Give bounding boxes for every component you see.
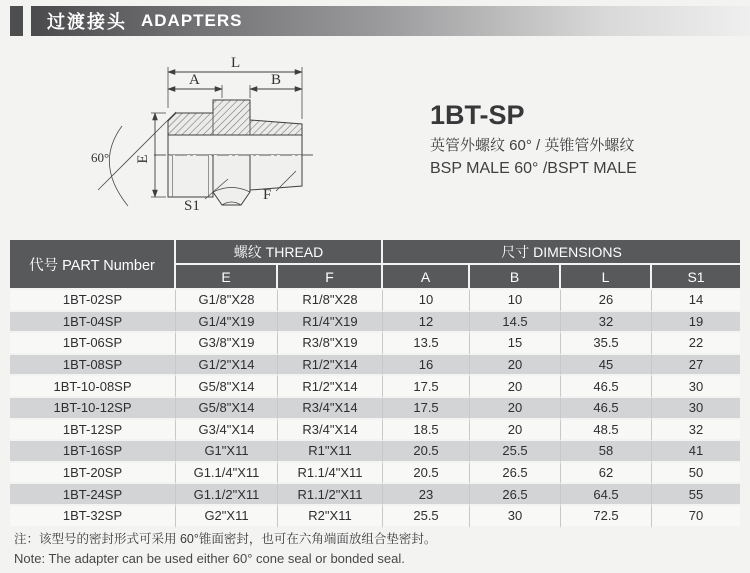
table-row [10, 312, 740, 334]
part-number-cell: 1BT-10-12SP [10, 398, 176, 420]
value-cell: 26.5 [470, 463, 561, 485]
value-cell: 14.5 [470, 312, 561, 334]
value-cell: 15 [470, 333, 561, 355]
value-cell: R1.1/2"X11 [278, 484, 383, 506]
section-header-bar [31, 6, 750, 36]
adapter-drawing-svg [48, 42, 393, 237]
value-cell: 72.5 [561, 506, 652, 528]
value-cell: 14 [652, 290, 740, 312]
part-number-cell: 1BT-06SP [10, 333, 176, 355]
table-row [10, 420, 740, 442]
hex-nut-lower [213, 155, 250, 205]
value-cell: 25.5 [470, 441, 561, 463]
value-cell: 70 [652, 506, 740, 528]
col-header-F: F [278, 265, 383, 290]
value-cell: 17.5 [383, 376, 470, 398]
value-cell: G1/2"X14 [176, 355, 278, 377]
value-cell: 62 [561, 463, 652, 485]
table-row [10, 398, 740, 420]
value-cell: 50 [652, 463, 740, 485]
value-cell: R1/2"X14 [278, 376, 383, 398]
value-cell: 25.5 [383, 506, 470, 528]
value-cell: R1/8"X28 [278, 290, 383, 312]
part-number-cell: 1BT-10-08SP [10, 376, 176, 398]
value-cell: G2"X11 [176, 506, 278, 528]
dim-label-A: A [189, 72, 200, 88]
value-cell: 10 [470, 290, 561, 312]
value-cell: G1/4"X19 [176, 312, 278, 334]
table-row [10, 484, 740, 506]
value-cell: G1.1/2"X11 [176, 484, 278, 506]
table-row [10, 290, 740, 312]
value-cell: 32 [652, 420, 740, 442]
header-accent-block [10, 6, 23, 36]
value-cell: 18.5 [383, 420, 470, 442]
part-number-cell: 1BT-12SP [10, 420, 176, 442]
table-row [10, 355, 740, 377]
value-cell: R3/8"X19 [278, 333, 383, 355]
product-desc-en: BSP MALE 60° /BSPT MALE [430, 160, 637, 177]
part-number-cell: 1BT-24SP [10, 484, 176, 506]
value-cell: 30 [652, 376, 740, 398]
dim-label-E: E [135, 154, 151, 164]
section-title-en: ADAPTERS [141, 11, 243, 30]
technical-drawing [48, 42, 393, 237]
table-row [10, 441, 740, 463]
value-cell: R1/2"X14 [278, 355, 383, 377]
left-thread-lower [168, 155, 213, 197]
value-cell: 20 [470, 398, 561, 420]
dim-label-S1: S1 [184, 198, 200, 214]
notes-block [14, 531, 734, 567]
value-cell: G5/8"X14 [176, 398, 278, 420]
value-cell: R1"X11 [278, 441, 383, 463]
value-cell: 64.5 [561, 484, 652, 506]
table-row [10, 463, 740, 485]
bore [169, 135, 302, 154]
product-desc-zh: 英管外螺纹 60° / 英锥管外螺纹 [430, 137, 635, 154]
table-row [10, 333, 740, 355]
value-cell: 10 [383, 290, 470, 312]
value-cell: 35.5 [561, 333, 652, 355]
value-cell: 20 [470, 355, 561, 377]
value-cell: G1/8"X28 [176, 290, 278, 312]
part-number-cell: 1BT-20SP [10, 463, 176, 485]
col-group-thread: 螺纹 THREAD [176, 240, 383, 265]
value-cell: G1"X11 [176, 441, 278, 463]
value-cell: R3/4"X14 [278, 420, 383, 442]
part-number-cell: 1BT-16SP [10, 441, 176, 463]
value-cell: 27 [652, 355, 740, 377]
value-cell: 41 [652, 441, 740, 463]
value-cell: 16 [383, 355, 470, 377]
value-cell: 20 [470, 420, 561, 442]
angle-label: 60° [91, 150, 110, 165]
part-number-cell: 1BT-32SP [10, 506, 176, 528]
value-cell: G1.1/4"X11 [176, 463, 278, 485]
value-cell: R3/4"X14 [278, 398, 383, 420]
value-cell: 13.5 [383, 333, 470, 355]
col-header-E: E [176, 265, 278, 290]
angle-arc [109, 126, 128, 206]
col-group-dimensions: 尺寸 DIMENSIONS [383, 240, 740, 265]
value-cell: 22 [652, 333, 740, 355]
value-cell: 30 [470, 506, 561, 528]
value-cell: G3/4"X14 [176, 420, 278, 442]
note-zh: 注：该型号的密封形式可采用 60°锥面密封，也可在六角端面放组合垫密封。 [14, 532, 437, 546]
table-body [10, 290, 740, 528]
table-header-group-row [10, 240, 740, 265]
product-title-block [430, 100, 740, 179]
col-header-B: B [470, 265, 561, 290]
value-cell: 26 [561, 290, 652, 312]
value-cell: 19 [652, 312, 740, 334]
product-model: 1BT-SP [430, 100, 525, 130]
table-row [10, 376, 740, 398]
value-cell: 26.5 [470, 484, 561, 506]
value-cell: 20.5 [383, 463, 470, 485]
value-cell: 17.5 [383, 398, 470, 420]
value-cell: 58 [561, 441, 652, 463]
col-header-S1: S1 [652, 265, 740, 290]
col-header-part-number: 代号 PART Number [10, 240, 176, 290]
col-header-L: L [561, 265, 652, 290]
value-cell: 20.5 [383, 441, 470, 463]
note-en: Note: The adapter can be used either 60° cone seal or bonded seal. [14, 551, 405, 566]
value-cell: 55 [652, 484, 740, 506]
cone-flank-line [98, 112, 176, 190]
part-number-cell: 1BT-02SP [10, 290, 176, 312]
spec-table [10, 240, 740, 528]
value-cell: 30 [652, 398, 740, 420]
value-cell: G5/8"X14 [176, 376, 278, 398]
value-cell: 20 [470, 376, 561, 398]
part-number-cell: 1BT-08SP [10, 355, 176, 377]
value-cell: 32 [561, 312, 652, 334]
value-cell: R2"X11 [278, 506, 383, 528]
value-cell: 46.5 [561, 398, 652, 420]
value-cell: 23 [383, 484, 470, 506]
value-cell: 45 [561, 355, 652, 377]
dim-label-B: B [271, 72, 282, 88]
part-number-cell: 1BT-04SP [10, 312, 176, 334]
dim-label-L: L [231, 55, 241, 71]
col-header-A: A [383, 265, 470, 290]
value-cell: 48.5 [561, 420, 652, 442]
value-cell: 12 [383, 312, 470, 334]
dim-label-F: F [263, 187, 272, 203]
table-row [10, 506, 740, 528]
value-cell: 46.5 [561, 376, 652, 398]
value-cell: R1.1/4"X11 [278, 463, 383, 485]
value-cell: R1/4"X19 [278, 312, 383, 334]
section-title-zh: 过渡接头 [47, 12, 127, 32]
value-cell: G3/8"X19 [176, 333, 278, 355]
